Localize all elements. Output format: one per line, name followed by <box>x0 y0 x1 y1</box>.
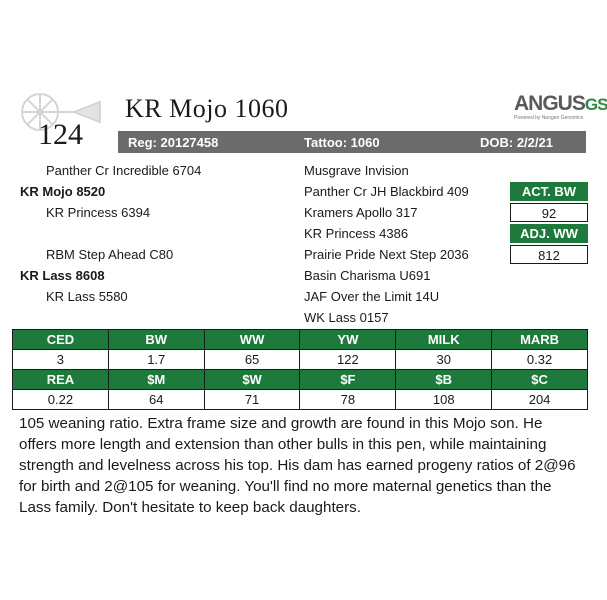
epd-header: $W <box>204 370 300 390</box>
epd-header: MILK <box>396 330 492 350</box>
pedigree-right-8: WK Lass 0157 <box>304 310 389 325</box>
pedigree-dam-sire: RBM Step Ahead C80 <box>46 247 174 262</box>
epd-header: $M <box>108 370 204 390</box>
epd-value: 64 <box>108 390 204 410</box>
epd-header-row-1 <box>13 330 588 350</box>
epd-value: 108 <box>396 390 492 410</box>
pedigree-right-5: Prairie Pride Next Step 2036 <box>304 247 469 262</box>
epd-header: $F <box>300 370 396 390</box>
tattoo: Tattoo: 1060 <box>304 135 380 150</box>
lot-description: 105 weaning ratio. Extra frame size and growth are found in this Mojo son. He offers more length and extension than other bulls in this pen, while maintaining strength and levelness across his top. His dam has earned progeny ratios of 2@96 for birth and 2@105 for weaning. You'll find no more maternal genetics than the Lass family. Don't hesitate to keep back daughters. <box>19 415 576 516</box>
epd-value: 3 <box>13 350 109 370</box>
pedigree-right-3: Kramers Apollo 317 <box>304 205 418 220</box>
pedigree-right-1: Musgrave Invision <box>304 163 409 178</box>
pedigree-dam: KR Lass 8608 <box>20 268 105 283</box>
epd-value: 1.7 <box>108 350 204 370</box>
epd-header: $C <box>492 370 588 390</box>
epd-header: REA <box>13 370 109 390</box>
epd-header-row-2 <box>13 370 588 390</box>
pedigree-sire-dam: KR Princess 6394 <box>46 205 151 220</box>
epd-value: 65 <box>204 350 300 370</box>
epd-value: 71 <box>204 390 300 410</box>
epd-table <box>12 329 588 410</box>
reg-number: Reg: 20127458 <box>128 135 219 150</box>
epd-header: MARB <box>492 330 588 350</box>
logo-main: ANGUS <box>514 92 585 115</box>
pedigree-right-2: Panther Cr JH Blackbird 409 <box>304 184 469 199</box>
dob: DOB: 2/2/21 <box>480 135 553 150</box>
act-bw-value: 92 <box>510 203 588 222</box>
epd-value: 78 <box>300 390 396 410</box>
animal-name: KR Mojo 1060 <box>125 94 289 123</box>
epd-header: BW <box>108 330 204 350</box>
pedigree-sire: KR Mojo 8520 <box>20 184 106 199</box>
epd-header: $B <box>396 370 492 390</box>
adj-ww-value: 812 <box>510 245 588 264</box>
epd-header: CED <box>13 330 109 350</box>
pedigree-dam-dam: KR Lass 5580 <box>46 289 128 304</box>
lot-number: 124 <box>38 118 83 151</box>
registration-bar <box>118 131 586 153</box>
pedigree-sire-sire: Panther Cr Incredible 6704 <box>46 163 202 178</box>
epd-header: YW <box>300 330 396 350</box>
pedigree-right-6: Basin Charisma U691 <box>304 268 431 283</box>
epd-value: 0.22 <box>13 390 109 410</box>
epd-value: 204 <box>492 390 588 410</box>
epd-value: 0.32 <box>492 350 588 370</box>
epd-header: WW <box>204 330 300 350</box>
epd-value-row-2 <box>13 390 588 410</box>
angus-gs-logo <box>514 92 607 116</box>
adj-ww-label: ADJ. WW <box>510 224 588 243</box>
pedigree-right-7: JAF Over the Limit 14U <box>304 289 440 304</box>
logo-tagline: Powered by Neogen Genomics <box>514 115 584 121</box>
pedigree-right-4: KR Princess 4386 <box>304 226 409 241</box>
act-bw-label: ACT. BW <box>510 182 588 201</box>
epd-value-row-1 <box>13 350 588 370</box>
epd-value: 122 <box>300 350 396 370</box>
epd-value: 30 <box>396 350 492 370</box>
logo-accent: GS <box>584 95 607 114</box>
